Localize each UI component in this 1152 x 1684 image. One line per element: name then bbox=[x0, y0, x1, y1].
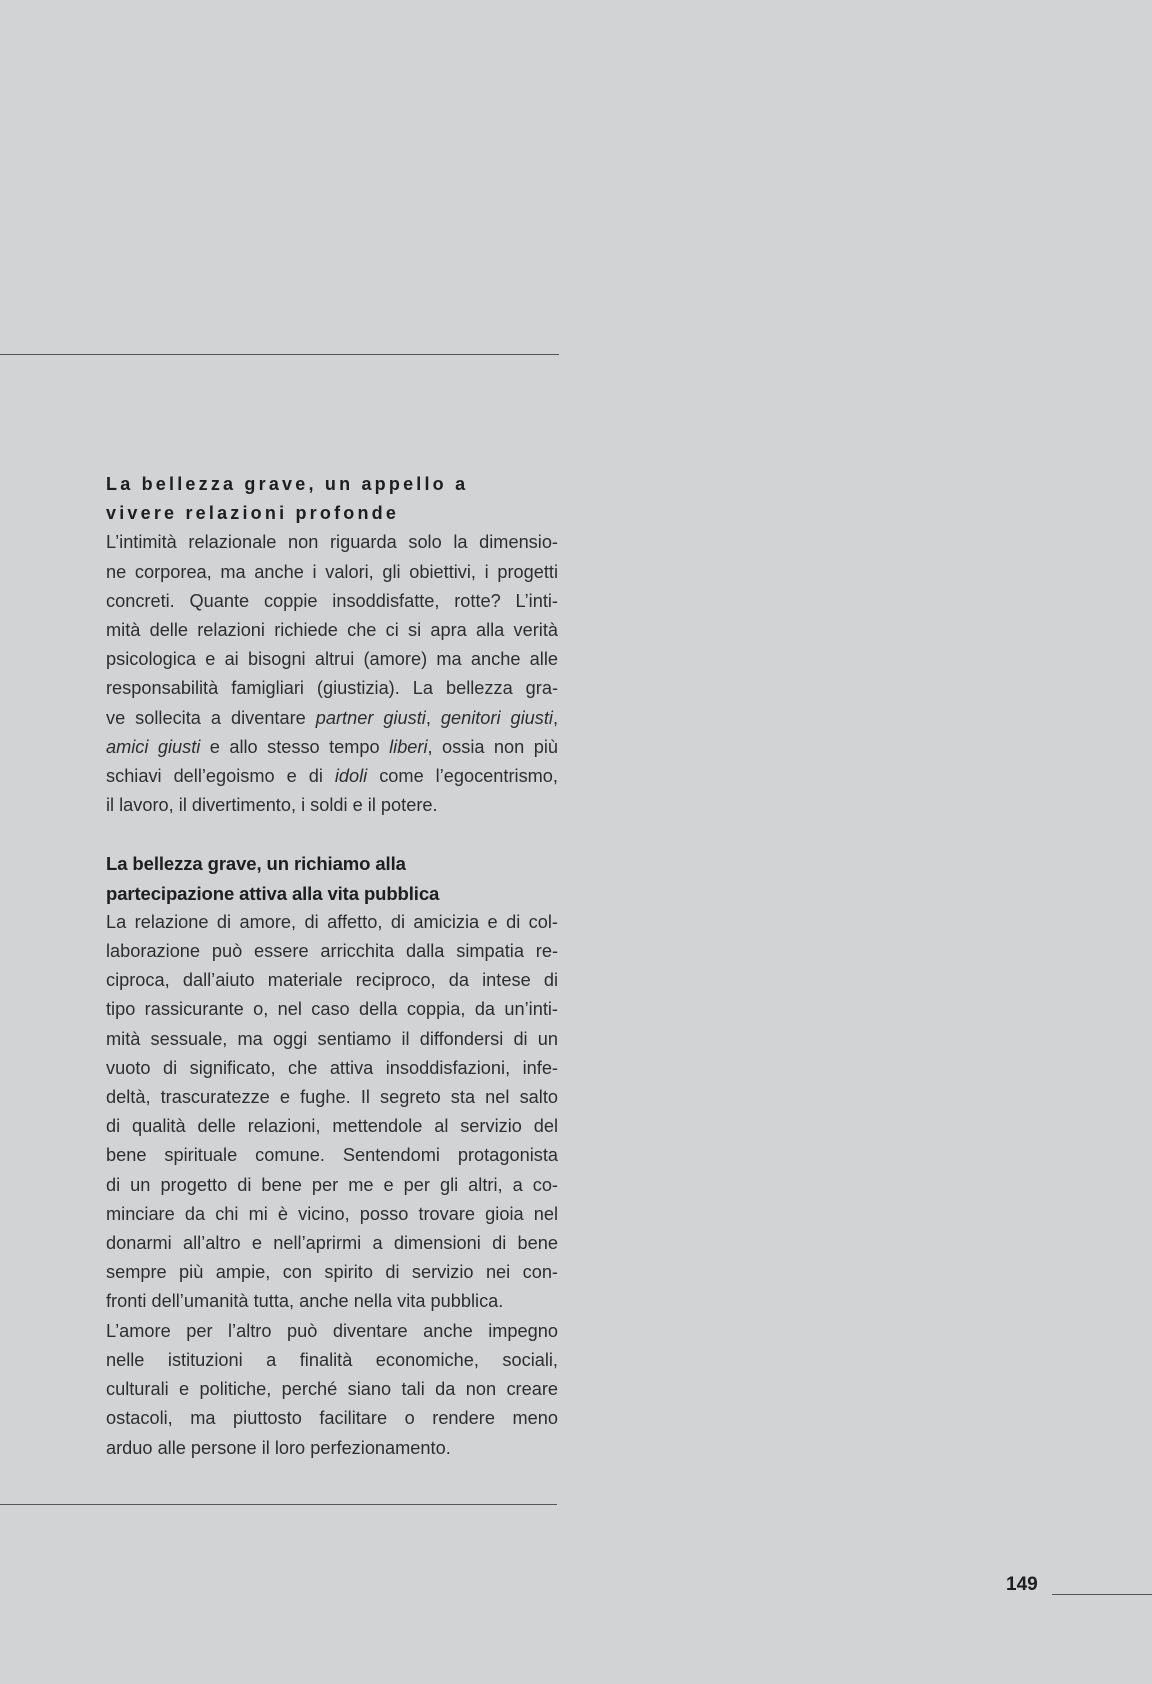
italic-phrase: amici giusti bbox=[106, 736, 201, 757]
section-appello bbox=[106, 470, 558, 820]
heading-line: vivere relazioni profonde bbox=[106, 503, 400, 524]
text-line: vuoto di significato, che attiva insoddisfazioni, infe- bbox=[106, 1057, 558, 1078]
text-segment: , bbox=[425, 707, 441, 728]
text-line: il lavoro, il divertimento, i soldi e il potere. bbox=[106, 795, 438, 816]
top-divider bbox=[0, 354, 559, 355]
text-line: tipo rassicurante o, nel caso della coppia, da un’inti- bbox=[106, 999, 558, 1020]
heading-line: partecipazione attiva alla vita pubblica bbox=[106, 882, 440, 904]
text-line: di un progetto di bene per me e per gli altri, a co- bbox=[106, 1174, 558, 1195]
text-line: ne corporea, ma anche i valori, gli obiettivi, i progetti bbox=[106, 561, 558, 582]
italic-phrase: liberi bbox=[389, 736, 428, 757]
text-line bbox=[106, 762, 558, 791]
text-line: laborazione può essere arricchita dalla simpatia re- bbox=[106, 941, 558, 962]
text-segment: come l’egocentrismo, bbox=[367, 766, 558, 787]
section-heading bbox=[106, 849, 558, 907]
heading-line: La bellezza grave, un richiamo alla bbox=[106, 853, 406, 875]
text-line: di qualità delle relazioni, mettendole al servizio del bbox=[106, 1116, 558, 1137]
text-line: donarmi all’altro e nell’aprirmi a dimensioni di bene bbox=[106, 1233, 558, 1254]
text-line: concreti. Quante coppie insoddisfatte, rotte? L’inti- bbox=[106, 590, 558, 611]
bottom-divider bbox=[0, 1504, 557, 1505]
italic-phrase: partner giusti bbox=[315, 707, 426, 728]
text-line: bene spirituale comune. Sentendomi protagonista bbox=[106, 1145, 558, 1166]
page-number-rule bbox=[1052, 1594, 1152, 1595]
text-segment: , ossia non più bbox=[427, 736, 558, 757]
text-line bbox=[106, 704, 558, 733]
text-line: deltà, trascuratezze e fughe. Il segreto sta nel salto bbox=[106, 1087, 558, 1108]
text-line: L’amore per l’altro può diventare anche impegno bbox=[106, 1320, 558, 1341]
text-line: ostacoli, ma piuttosto facilitare o rendere meno bbox=[106, 1408, 558, 1429]
text-line: arduo alle persone il loro perfezionamento. bbox=[106, 1437, 451, 1458]
text-segment: schiavi dell’egoismo e di bbox=[106, 766, 335, 787]
text-segment: e allo stesso tempo bbox=[200, 736, 390, 757]
italic-phrase: idoli bbox=[334, 766, 368, 787]
text-line: mità sessuale, ma oggi sentiamo il diffondersi di un bbox=[106, 1028, 558, 1049]
text-segment: , bbox=[552, 707, 558, 728]
text-line: culturali e politiche, perché siano tali da non creare bbox=[106, 1379, 558, 1400]
text-segment: ve sollecita a diventare bbox=[106, 707, 316, 728]
text-line bbox=[106, 733, 558, 762]
text-line: mità delle relazioni richiede che ci si apra alla verità bbox=[106, 620, 558, 641]
section-richiamo bbox=[106, 849, 558, 1462]
section-heading bbox=[106, 470, 558, 528]
text-line: sempre più ampie, con spirito di servizio nei con- bbox=[106, 1262, 558, 1283]
text-line: psicologica e ai bisogni altrui (amore) ma anche alle bbox=[106, 649, 558, 670]
text-line: La relazione di amore, di affetto, di amicizia e di col- bbox=[106, 911, 558, 932]
page-number: 149 bbox=[1006, 1574, 1038, 1595]
section-paragraph bbox=[106, 528, 558, 820]
text-line: minciare da chi mi è vicino, posso trovare gioia nel bbox=[106, 1203, 558, 1224]
heading-line: La bellezza grave, un appello a bbox=[106, 474, 469, 494]
section-paragraph bbox=[106, 908, 558, 1463]
italic-phrase: genitori giusti bbox=[440, 707, 553, 728]
text-line: responsabilità famigliari (giustizia). La bellezza gra- bbox=[106, 678, 558, 699]
article-body bbox=[106, 470, 558, 1463]
text-line: nelle istituzioni a finalità economiche, sociali, bbox=[106, 1349, 558, 1370]
text-line: fronti dell’umanità tutta, anche nella vita pubblica. bbox=[106, 1291, 504, 1312]
text-line: L’intimità relazionale non riguarda solo la dimensio- bbox=[106, 532, 558, 553]
text-line: ciproca, dall’aiuto materiale reciproco, da intese di bbox=[106, 970, 558, 991]
